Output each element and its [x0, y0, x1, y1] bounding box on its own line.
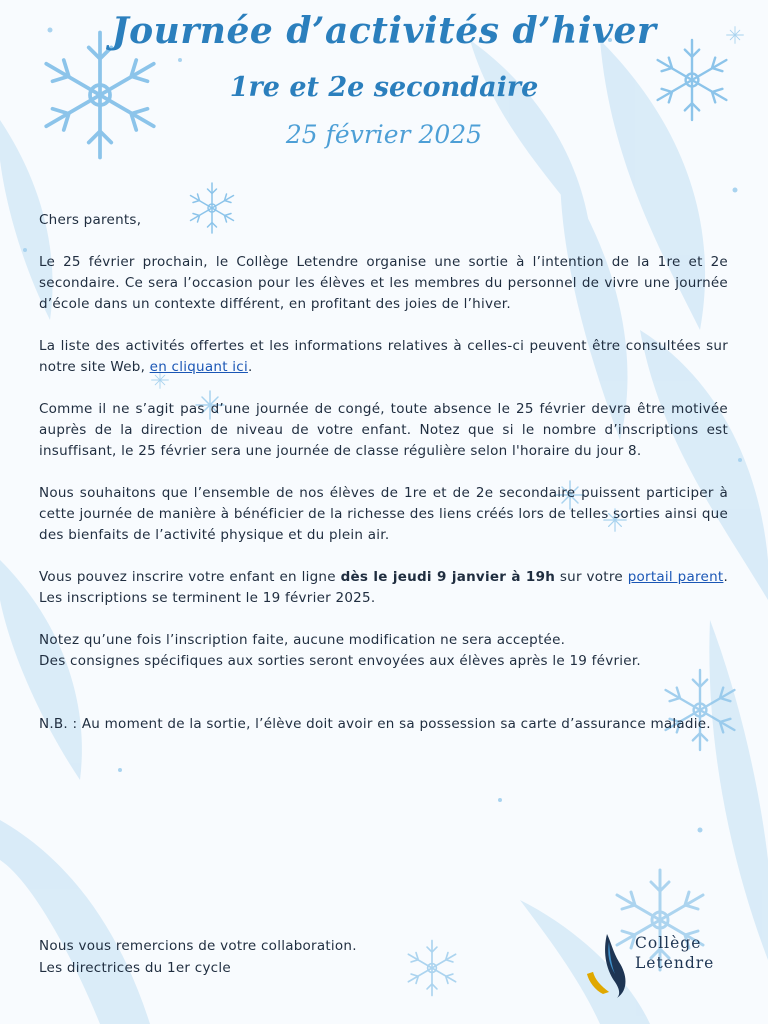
registration-text: Vous pouvez inscrire votre enfant en ligne — [39, 569, 341, 585]
page-title: Journée d’activités d’hiver — [111, 10, 657, 52]
paragraph-participation: Nous souhaitons que l’ensemble de nos élèves de 1re et de 2e secondaire puissent participer à cette journée de manière à bénéficier de la richesse des liens créés lors de telles sorties ainsi que des bienfaits de l’activité physique et du plein air. — [39, 485, 728, 543]
logo-line1: Collège — [635, 934, 702, 952]
paragraph-activities — [39, 336, 728, 378]
activities-link[interactable]: en cliquant ici — [149, 359, 248, 375]
signoff-thanks: Nous vous remercions de votre collaboration. — [39, 938, 357, 954]
registration-text-middle: sur votre — [555, 569, 628, 585]
college-letendre-logo — [585, 925, 745, 1005]
paragraph-activities-end: . — [247, 359, 253, 375]
signoff-signature: Les directrices du 1er cycle — [39, 960, 231, 976]
event-date: 25 février 2025 — [285, 120, 483, 149]
subtitle: 1re et 2e secondaire — [229, 72, 539, 103]
paragraph-absence: Comme il ne s’agit pas d’une journée de congé, toute absence le 25 février devra être motivée auprès de la direction de niveau de votre enfant. Notez que si le nombre d’inscriptions est insuffisant, le 25 février sera une journée de classe régulière selon l'horaire du jour 8. — [39, 401, 728, 459]
letter-body — [39, 210, 728, 735]
paragraph-notice-line2: Des consignes spécifiques aux sorties seront envoyées aux élèves après le 19 février. — [39, 653, 641, 669]
logo-line2: Letendre — [635, 954, 715, 972]
registration-date: dès le jeudi 9 janvier à 19h — [340, 569, 556, 585]
logo-wordmark — [635, 933, 714, 973]
paragraph-notice-line1: Notez qu’une fois l’inscription faite, aucune modification ne sera acceptée. — [39, 632, 566, 648]
registration-text-end: . Les inscriptions se terminent le 19 février 2025. — [39, 569, 728, 606]
logo-mark-icon — [585, 930, 635, 1000]
paragraph-intro: Le 25 février prochain, le Collège Letendre organise une sortie à l’intention de la 1re et 2e secondaire. Ce sera l’occasion pour les élèves et les membres du personnel de vivre une journée d’école dans un contexte différent, en profitant des joies de l’hiver. — [39, 254, 728, 312]
paragraph-registration — [39, 567, 728, 609]
paragraph-nb: N.B. : Au moment de la sortie, l’élève doit avoir en sa possession sa carte d’assurance maladie. — [39, 716, 711, 732]
signoff — [39, 935, 357, 979]
snowflake-icon — [408, 941, 455, 996]
paragraph-activities-text: La liste des activités offertes et les informations relatives à celles-ci peuvent être consultées sur notre site Web, — [39, 338, 728, 375]
parent-portal-link[interactable]: portail parent — [627, 569, 724, 585]
greeting: Chers parents, — [39, 212, 142, 228]
